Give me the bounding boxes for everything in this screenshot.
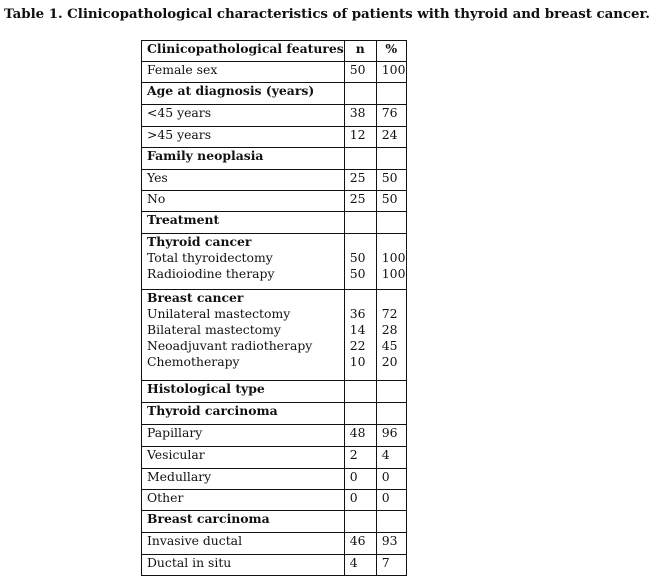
row-label: Yes (147, 170, 168, 185)
feature-cell (142, 170, 345, 191)
n-cell (344, 447, 376, 469)
item-n-value: 10 (349, 354, 366, 369)
row-label: Papillary (147, 425, 203, 440)
group-row (142, 290, 407, 381)
n-cell (344, 425, 376, 447)
row-percent-value: 0 (381, 469, 390, 484)
feature-cell (142, 105, 345, 127)
feature-cell (142, 403, 345, 425)
n-cell (344, 490, 376, 511)
item-label: Bilateral mastectomy (147, 322, 281, 337)
feature-cell (142, 490, 345, 511)
row-n-value: 25 (349, 191, 366, 206)
header-n: n (344, 41, 376, 62)
n-cell (344, 403, 376, 425)
item-percent-value: 28 (381, 322, 398, 337)
row-percent-value: 93 (381, 533, 398, 548)
n-cell (344, 555, 376, 576)
feature-cell (142, 148, 345, 170)
section-label: Histological type (147, 381, 265, 396)
section-header-row (142, 83, 407, 105)
table-caption: Table 1. Clinicopathological characteristics of patients with thyroid and breast cancer. (4, 6, 650, 22)
n-cell (344, 83, 376, 105)
item-percent-value: 100 (381, 250, 406, 265)
item-n-value: 50 (349, 250, 366, 265)
item-n-value: 14 (349, 322, 366, 337)
row-label: Other (147, 490, 184, 505)
feature-cell (142, 83, 345, 105)
row-n-value: 25 (349, 170, 366, 185)
item-label: Chemotherapy (147, 354, 240, 369)
percent-cell (376, 191, 406, 212)
section-label: Thyroid carcinoma (147, 403, 278, 418)
row-percent-value: 50 (381, 191, 398, 206)
n-cell (344, 127, 376, 148)
percent-cell (376, 148, 406, 170)
feature-cell (142, 447, 345, 469)
percent-cell (376, 234, 406, 290)
percent-cell (376, 403, 406, 425)
row-n-value: 38 (349, 105, 366, 120)
section-header-row (142, 212, 407, 234)
row-label: Vesicular (147, 447, 205, 462)
table-row (142, 105, 407, 127)
feature-cell (142, 62, 345, 83)
feature-cell (142, 234, 345, 290)
feature-cell (142, 511, 345, 533)
percent-cell (376, 212, 406, 234)
section-label: Breast carcinoma (147, 511, 270, 526)
feature-cell (142, 533, 345, 555)
n-cell (344, 105, 376, 127)
section-label: Family neoplasia (147, 148, 264, 163)
row-percent-value: 76 (381, 105, 398, 120)
characteristics-table (141, 40, 407, 576)
section-header-row (142, 403, 407, 425)
percent-cell (376, 290, 406, 381)
section-header-row (142, 381, 407, 403)
n-cell (344, 170, 376, 191)
n-cell (344, 290, 376, 381)
row-label: No (147, 191, 166, 206)
n-cell (344, 511, 376, 533)
row-percent-value: 100 (381, 62, 406, 77)
feature-cell (142, 381, 345, 403)
row-label: Ductal in situ (147, 555, 232, 570)
row-label: <45 years (147, 105, 212, 120)
percent-cell (376, 127, 406, 148)
percent-cell (376, 511, 406, 533)
row-percent-value: 96 (381, 425, 398, 440)
percent-cell (376, 425, 406, 447)
table-row (142, 127, 407, 148)
row-n-value: 50 (349, 62, 366, 77)
item-label: Unilateral mastectomy (147, 306, 291, 321)
feature-cell (142, 127, 345, 148)
group-row (142, 234, 407, 290)
percent-cell (376, 555, 406, 576)
row-n-value: 2 (349, 447, 358, 462)
row-percent-value: 7 (381, 555, 390, 570)
header-feature: Clinicopathological features (142, 41, 345, 62)
feature-cell (142, 469, 345, 490)
item-n-value: 36 (349, 306, 366, 321)
item-label: Neoadjuvant radiotherapy (147, 338, 313, 353)
table-row (142, 191, 407, 212)
percent-cell (376, 105, 406, 127)
row-percent-value: 50 (381, 170, 398, 185)
row-label: Medullary (147, 469, 212, 484)
row-n-value: 48 (349, 425, 366, 440)
item-percent-value: 20 (381, 354, 398, 369)
section-label: Treatment (147, 212, 220, 227)
percent-cell (376, 533, 406, 555)
n-cell (344, 212, 376, 234)
table-row (142, 555, 407, 576)
percent-cell (376, 170, 406, 191)
percent-cell (376, 490, 406, 511)
percent-cell (376, 469, 406, 490)
section-header-row (142, 148, 407, 170)
row-n-value: 12 (349, 127, 366, 142)
n-cell (344, 148, 376, 170)
row-percent-value: 4 (381, 447, 390, 462)
percent-cell (376, 83, 406, 105)
n-cell (344, 234, 376, 290)
row-label: >45 years (147, 127, 212, 142)
row-n-value: 0 (349, 469, 358, 484)
feature-cell (142, 191, 345, 212)
header-percent: % (376, 41, 406, 62)
row-label: Invasive ductal (147, 533, 243, 548)
item-percent-value: 45 (381, 338, 398, 353)
feature-cell (142, 425, 345, 447)
table-row (142, 490, 407, 511)
row-n-value: 4 (349, 555, 358, 570)
feature-cell (142, 212, 345, 234)
section-label: Age at diagnosis (years) (147, 83, 315, 98)
item-label: Total thyroidectomy (147, 250, 273, 265)
table-row (142, 170, 407, 191)
row-percent-value: 24 (381, 127, 398, 142)
n-cell (344, 533, 376, 555)
n-cell (344, 469, 376, 490)
table-row (142, 533, 407, 555)
percent-cell (376, 381, 406, 403)
table-header-row (142, 41, 407, 62)
row-label: Female sex (147, 62, 218, 77)
n-cell (344, 62, 376, 83)
n-cell (344, 381, 376, 403)
item-label: Radioiodine therapy (147, 266, 275, 281)
percent-cell (376, 62, 406, 83)
item-n-value: 50 (349, 266, 366, 281)
feature-cell (142, 555, 345, 576)
percent-cell (376, 447, 406, 469)
section-header-row (142, 511, 407, 533)
item-percent-value: 100 (381, 266, 406, 281)
table-row (142, 425, 407, 447)
n-cell (344, 191, 376, 212)
table-row (142, 447, 407, 469)
row-n-value: 0 (349, 490, 358, 505)
row-n-value: 46 (349, 533, 366, 548)
item-percent-value: 72 (381, 306, 398, 321)
row-percent-value: 0 (381, 490, 390, 505)
feature-cell (142, 290, 345, 381)
group-title: Breast cancer (147, 290, 244, 305)
item-n-value: 22 (349, 338, 366, 353)
group-title: Thyroid cancer (147, 234, 252, 249)
table-row (142, 62, 407, 83)
table-row (142, 469, 407, 490)
